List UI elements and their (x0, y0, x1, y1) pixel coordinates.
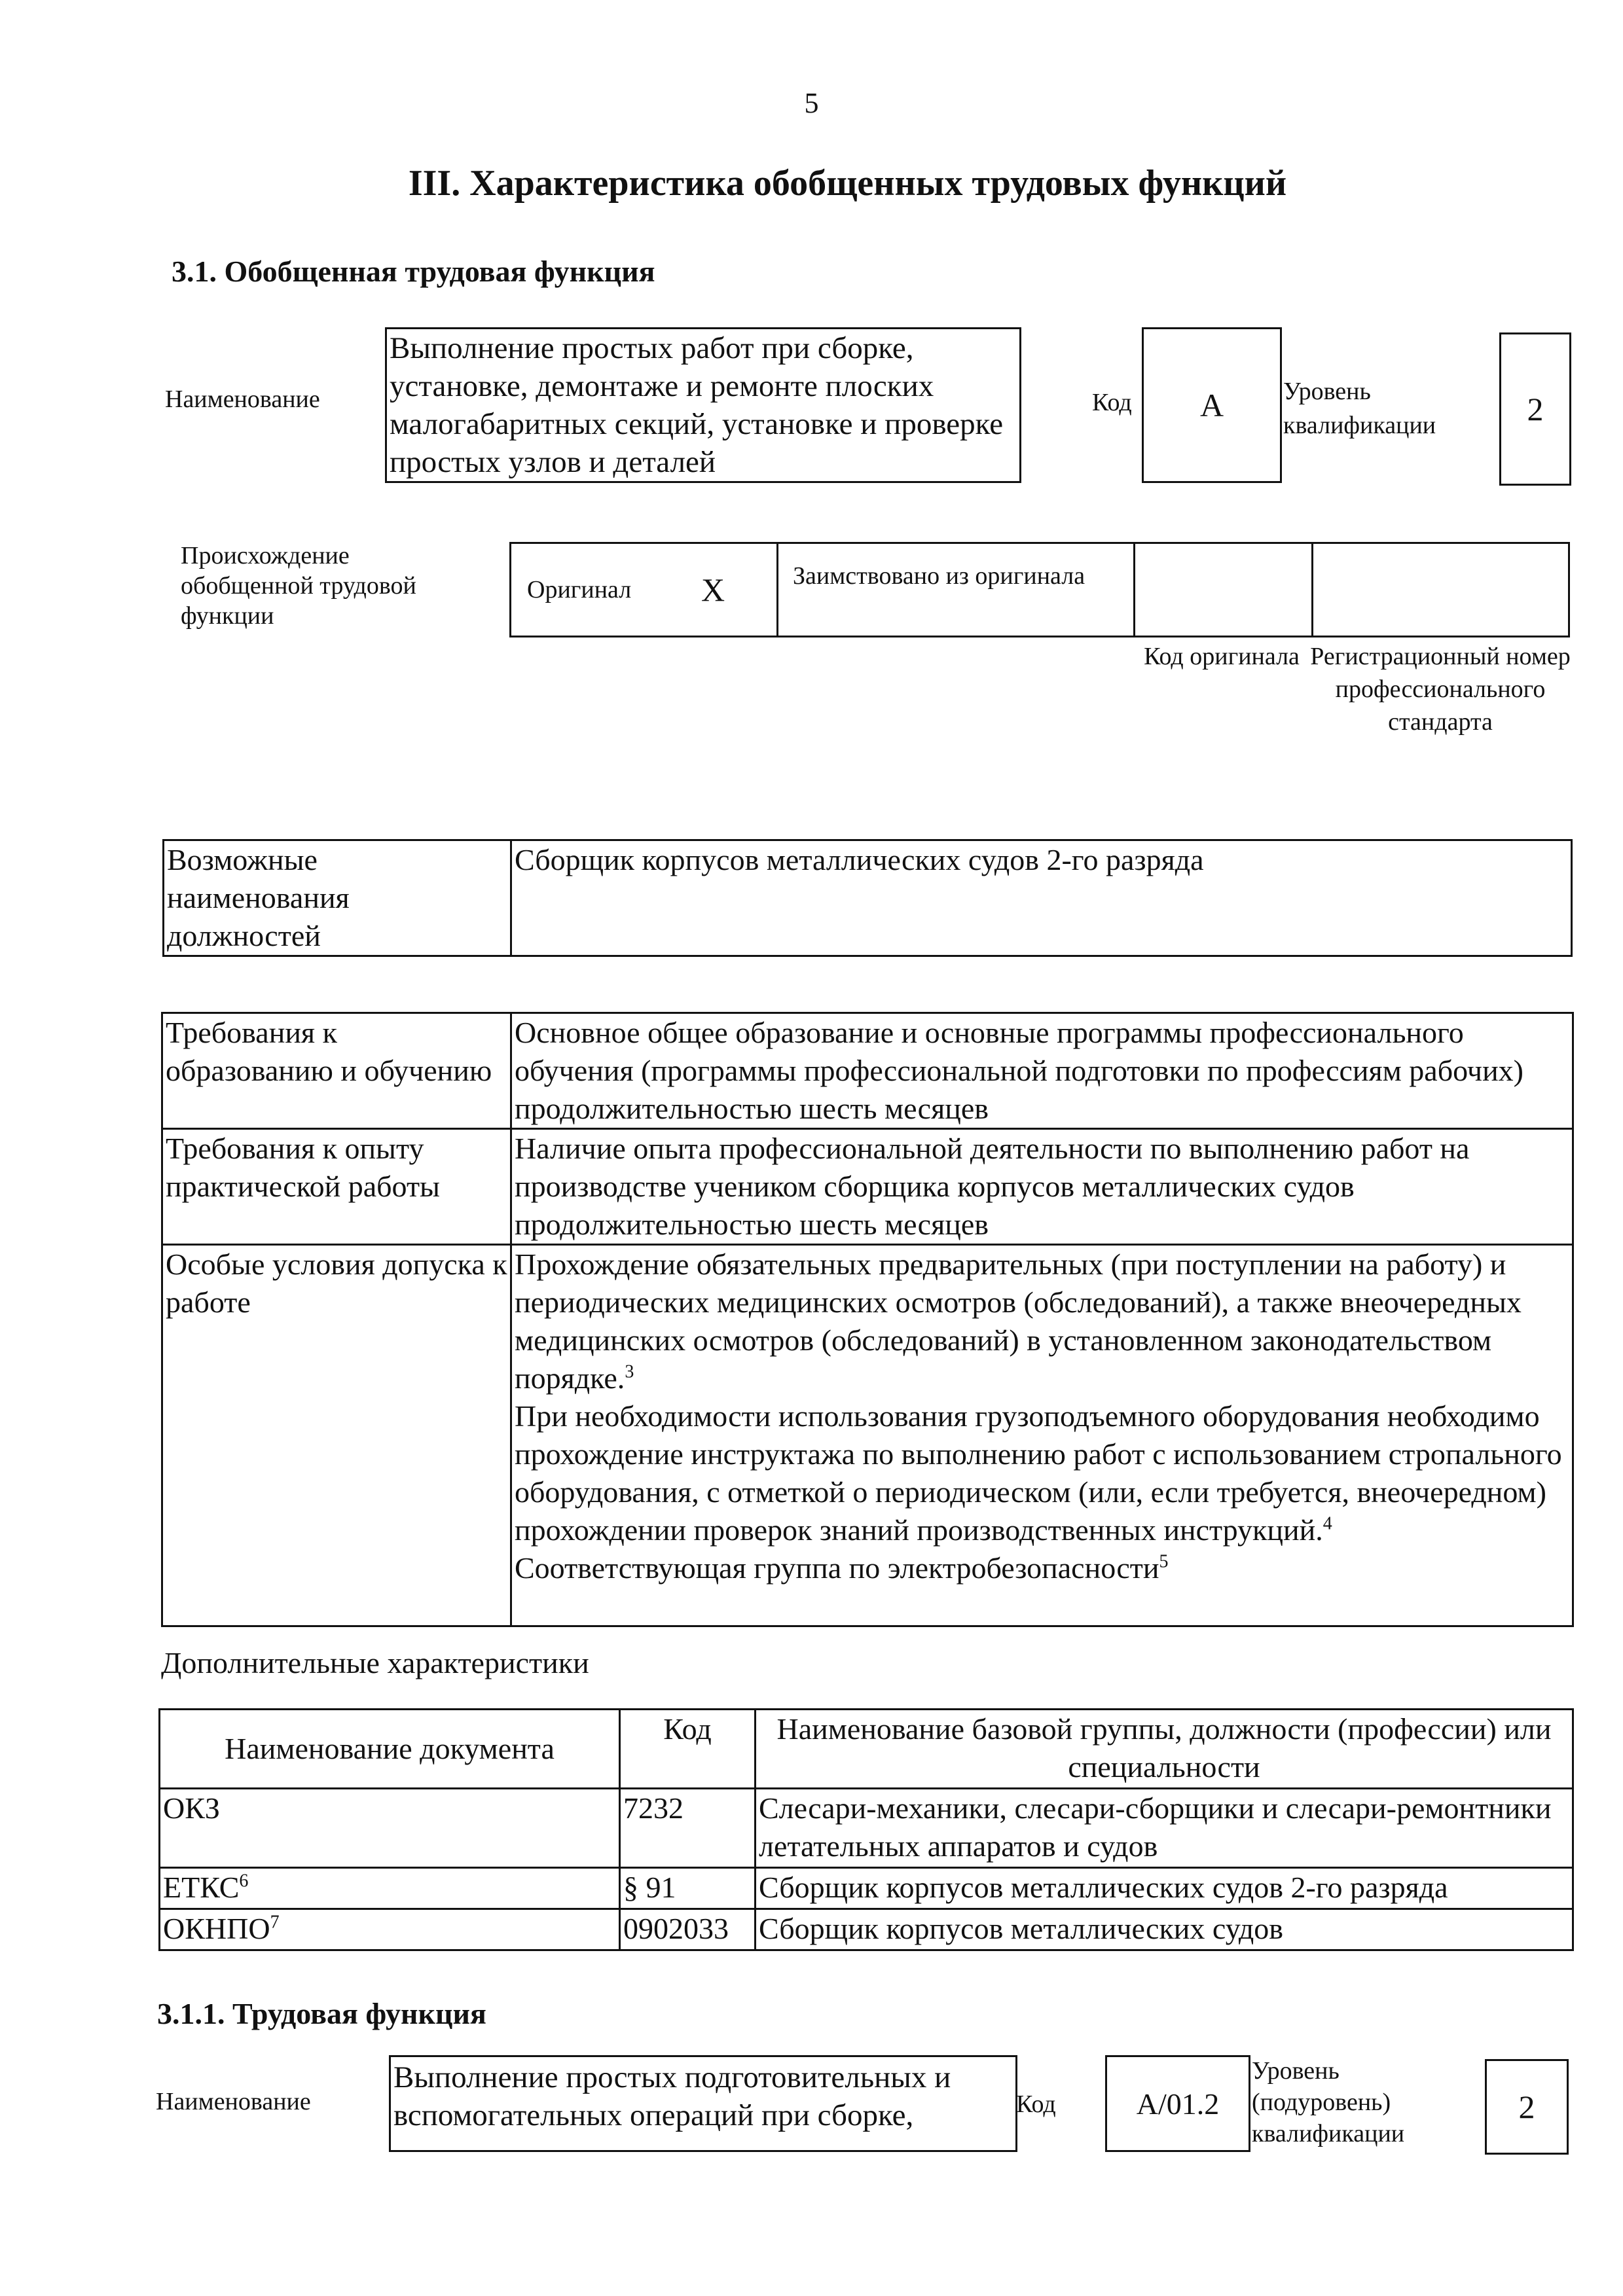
otf-heading: 3.1. Обобщенная трудовая функция (172, 255, 655, 288)
additional-header-row (160, 1710, 1573, 1789)
additional-table (158, 1708, 1574, 1951)
origin-label: Происхождение обобщенной трудовой функции (181, 542, 416, 630)
header-document: Наименование документа (160, 1710, 620, 1789)
tf-level-value: 2 (1518, 2089, 1535, 2125)
origin-table (509, 542, 1570, 637)
code-cell: 0902033 (620, 1909, 756, 1950)
name-cell: Сборщик корпусов металлических судов 2-го разряда (756, 1868, 1573, 1909)
tf-code-value: А/01.2 (1136, 2087, 1220, 2121)
footnote-ref: 3 (625, 1361, 634, 1382)
table-row (160, 1868, 1573, 1909)
requirements-row (162, 1245, 1573, 1626)
table-row (160, 1909, 1573, 1950)
otf-code-value: А (1199, 387, 1224, 423)
tf-level-box (1485, 2059, 1569, 2155)
header-name: Наименование базовой группы, должности (профессии) или специальности (756, 1710, 1573, 1789)
req-education-value: Основное общее образование и основные программы профессионального обучения (программы профессиональной подготовки по профессиям рабочих) продолжительностью шесть месяцев (511, 1013, 1573, 1129)
footnote-ref: 5 (1159, 1551, 1169, 1572)
req-special-p1: Прохождение обязательных предварительных (при поступлении на работу) и периодических медицинских осмотров (обследований), а также внеочередных медицинских осмотров (обследований) в установленном законодательством порядке. (515, 1247, 1522, 1395)
req-special-p3: Соответствующая группа по электробезопасности (515, 1551, 1159, 1585)
tf-code-label: Код (1016, 2090, 1056, 2118)
origin-borrowed-label: Заимствовано из оригинала (793, 562, 1085, 590)
tf-level-label: Уровень (подуровень) квалификации (1252, 2057, 1405, 2147)
additional-heading: Дополнительные характеристики (161, 1646, 589, 1679)
req-experience-value: Наличие опыта профессиональной деятельности по выполнению работ на производстве учеником сборщика корпусов металлических судов продолжительностью шесть месяцев (511, 1129, 1573, 1245)
page-number: 5 (804, 87, 819, 119)
otf-name-label: Наименование (165, 386, 320, 413)
doc-cell (160, 1868, 620, 1909)
origin-original-mark: Х (701, 571, 725, 608)
req-experience-label: Требования к опыту практической работы (162, 1129, 511, 1245)
doc-name: ОКЗ (163, 1791, 220, 1825)
footnote-ref: 4 (1322, 1513, 1332, 1534)
requirements-row (162, 1129, 1573, 1245)
code-cell: § 91 (620, 1868, 756, 1909)
origin-code-caption: Код оригинала (1144, 643, 1300, 670)
req-special-cell (511, 1245, 1573, 1626)
requirements-row (162, 1013, 1573, 1129)
otf-code-label: Код (1092, 389, 1132, 416)
otf-code-box (1142, 327, 1282, 483)
otf-level-label: Уровень квалификации (1283, 378, 1436, 439)
positions-label: Возможные наименования должностей (164, 840, 511, 956)
req-education-label: Требования к образованию и обучению (162, 1013, 511, 1129)
tf-code-box (1105, 2055, 1250, 2152)
positions-table (162, 839, 1573, 957)
doc-cell (160, 1909, 620, 1950)
doc-name: ОКНПО (163, 1912, 270, 1945)
code-cell: 7232 (620, 1789, 756, 1868)
tf-name-value: Выполнение простых подготовительных и вспомогательных операций при сборке, (393, 2060, 951, 2132)
tf-heading: 3.1.1. Трудовая функция (157, 1997, 486, 2030)
header-code: Код (620, 1710, 756, 1789)
doc-name: ЕТКС (163, 1871, 240, 1904)
otf-name-value: Выполнение простых работ при сборке, установке, демонтаже и ремонте плоских малогабаритных секций, установке и проверке простых узлов и деталей (390, 331, 1004, 479)
footnote-ref: 7 (270, 1912, 280, 1933)
doc-cell (160, 1789, 620, 1868)
footnote-ref: 6 (239, 1871, 249, 1892)
origin-original-label: Оригинал (527, 576, 632, 603)
name-cell: Слесари-механики, слесари-сборщики и слесари-ремонтники летательных аппаратов и судов (756, 1789, 1573, 1868)
req-special-label: Особые условия допуска к работе (162, 1245, 511, 1626)
otf-level-value: 2 (1527, 391, 1544, 427)
requirements-table (161, 1012, 1574, 1627)
otf-name-box (385, 327, 1021, 483)
name-cell: Сборщик корпусов металлических судов (756, 1909, 1573, 1950)
origin-reg-caption: Регистрационный номер профессионального стандарта (1310, 643, 1571, 736)
table-row (160, 1789, 1573, 1868)
positions-value: Сборщик корпусов металлических судов 2-го разряда (511, 840, 1572, 956)
req-special-p2: При необходимости использования грузоподъемного оборудования необходимо прохождение инструктажа по выполнению работ с использованием стропального оборудования, с отметкой о периодическом (или, если требуется, внеочередном) прохождении проверок знаний производственных инструкций. (515, 1399, 1562, 1547)
tf-name-label: Наименование (156, 2088, 311, 2115)
section-title: III. Характеристика обобщенных трудовых функций (408, 163, 1287, 204)
otf-level-box (1499, 332, 1571, 486)
tf-name-box (389, 2055, 1017, 2152)
